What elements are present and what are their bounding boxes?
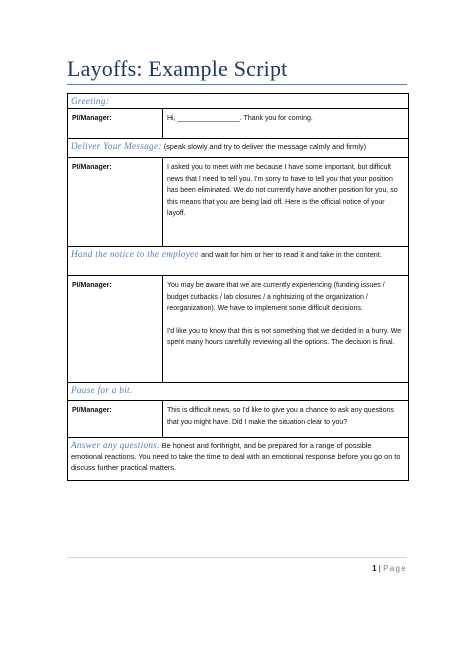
script-table: [67, 93, 409, 481]
pause-section-header: [68, 383, 408, 401]
pause-line: This is difficult news, so I'd like to give you a chance to ask any questions that you might have. Did I make the situation clear to you?: [167, 407, 394, 426]
greeting-speaker: PI/Manager:: [68, 109, 163, 138]
footer-divider: [67, 557, 407, 558]
page-number: 1: [372, 564, 377, 573]
deliver-heading: Deliver Your Message:: [71, 141, 162, 151]
questions-section: [68, 438, 408, 480]
notice-lines: [163, 276, 408, 382]
deliver-row: [68, 158, 408, 247]
notice-row: [68, 276, 408, 383]
greeting-heading: Greeting:: [71, 96, 110, 106]
footer-separator: |: [376, 564, 384, 573]
page-label: Page: [383, 564, 407, 573]
greeting-section-header: [68, 94, 408, 109]
pause-heading: Pause for a bit.: [71, 385, 133, 395]
notice-heading: Hand the notice to the employee: [71, 249, 199, 259]
greeting-line: Hi, ________________. Thank you for coming.: [167, 115, 313, 122]
questions-note: Be honest and forthright, and be prepared for a range of possible emotional reactions. You need to take the time to deal with an emotional response before you go on to discuss further practical matters.: [71, 441, 401, 472]
page-footer: [372, 564, 407, 573]
deliver-speaker: PI/Manager:: [68, 158, 163, 246]
pause-speaker: PI/Manager:: [68, 401, 163, 437]
deliver-line: I asked you to meet with me because I have some important, but difficult news that I need to tell you. I'm sorry to have to tell you that your position has been eliminated. We do not currently have another position for you, so this means that you are being laid off. Here is the official notice of your layoff.: [167, 164, 398, 218]
notice-note: and wait for him or her to read it and take in the content.: [198, 250, 382, 259]
document-title: Layoffs: Example Script: [67, 56, 288, 81]
notice-line-1: You may be aware that we are currently experiencing (funding issues / budget cutbacks / lab closures / a rightsizing of the organization / reorganization). We have to implement some difficult decisions.: [167, 282, 385, 313]
title-underline: [67, 84, 407, 85]
pause-row: [68, 401, 408, 438]
greeting-row: [68, 109, 408, 139]
deliver-section-header: [68, 139, 408, 158]
notice-speaker: PI/Manager:: [68, 276, 163, 382]
notice-section-header: [68, 247, 408, 276]
questions-heading: Answer any questions.: [71, 440, 160, 450]
notice-line-2: I'd like you to know that this is not something that we decided in a hurry. We spent many hours carefully reviewing all the options. The decision is final.: [167, 327, 402, 347]
deliver-note: (speak slowly and try to deliver the message calmly and firmly): [161, 142, 367, 151]
